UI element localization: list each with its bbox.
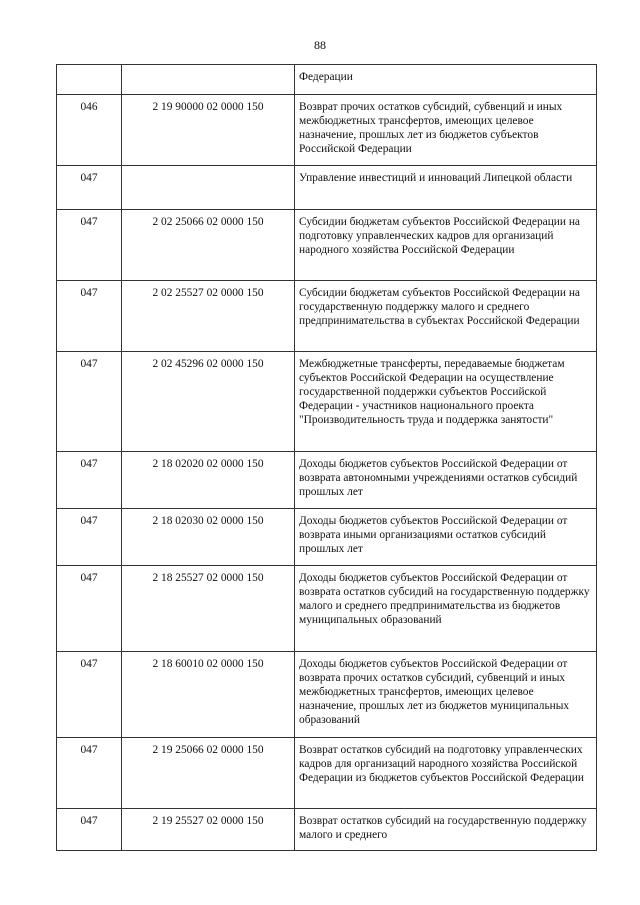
revenue-name-cell: Межбюджетные трансферты, передаваемые бюджетам субъектов Российской Федерации на осуществление государственной поддержки субъектов Российской Федерации - участников национального проекта "Производительность труда и поддержка занятости" [295, 352, 597, 452]
budget-code-cell: 2 18 02030 02 0000 150 [122, 509, 295, 566]
revenue-name-cell: Доходы бюджетов субъектов Российской Федерации от возврата остатков субсидий на государственную поддержку малого и среднего предпринимательства из бюджетов муниципальных образований [295, 566, 597, 652]
admin-code-cell: 047 [57, 452, 122, 509]
table-row [57, 281, 597, 352]
table-row [57, 352, 597, 452]
revenue-name-cell: Доходы бюджетов субъектов Российской Федерации от возврата иными организациями остатков субсидий прошлых лет [295, 509, 597, 566]
budget-code-cell: 2 18 25527 02 0000 150 [122, 566, 295, 652]
budget-code-cell: 2 02 25066 02 0000 150 [122, 210, 295, 281]
table-row [57, 65, 597, 95]
budget-code-cell: 2 02 25527 02 0000 150 [122, 281, 295, 352]
admin-code-cell: 047 [57, 566, 122, 652]
budget-code-cell: 2 18 02020 02 0000 150 [122, 452, 295, 509]
admin-code-cell: 047 [57, 352, 122, 452]
revenue-name-cell: Субсидии бюджетам субъектов Российской Федерации на государственную поддержку малого и среднего предпринимательства в субъектах Российской Федерации [295, 281, 597, 352]
revenue-name-cell: Федерации [295, 65, 597, 95]
table-row [57, 95, 597, 166]
table-row [57, 738, 597, 809]
table-row [57, 452, 597, 509]
revenue-name-cell: Возврат прочих остатков субсидий, субвенций и иных межбюджетных трансфертов, имеющих целевое назначение, прошлых лет из бюджетов субъектов Российской Федерации [295, 95, 597, 166]
budget-code-cell: 2 18 60010 02 0000 150 [122, 652, 295, 738]
table-row [57, 809, 597, 851]
revenue-name-cell: Управление инвестиций и инноваций Липецкой области [295, 166, 597, 210]
table-body [57, 65, 597, 851]
budget-code-cell: 2 19 25527 02 0000 150 [122, 809, 295, 851]
revenue-name-cell: Субсидии бюджетам субъектов Российской Федерации на подготовку управленческих кадров для организаций народного хозяйства Российской Федерации [295, 210, 597, 281]
revenue-name-cell: Возврат остатков субсидий на подготовку управленческих кадров для организаций народного хозяйства Российской Федерации из бюджетов субъектов Российской Федерации [295, 738, 597, 809]
table-row [57, 166, 597, 210]
admin-code-cell [57, 65, 122, 95]
table-row [57, 509, 597, 566]
admin-code-cell: 047 [57, 509, 122, 566]
revenue-name-cell: Возврат остатков субсидий на государственную поддержку малого и среднего [295, 809, 597, 851]
table-row [57, 652, 597, 738]
admin-code-cell: 047 [57, 809, 122, 851]
revenue-name-cell: Доходы бюджетов субъектов Российской Федерации от возврата автономными учреждениями остатков субсидий прошлых лет [295, 452, 597, 509]
admin-code-cell: 047 [57, 652, 122, 738]
admin-code-cell: 046 [57, 95, 122, 166]
admin-code-cell: 047 [57, 166, 122, 210]
page-number: 88 [314, 38, 326, 52]
budget-code-cell: 2 19 25066 02 0000 150 [122, 738, 295, 809]
admin-code-cell: 047 [57, 738, 122, 809]
admin-code-cell: 047 [57, 210, 122, 281]
table-row [57, 210, 597, 281]
budget-code-cell [122, 65, 295, 95]
budget-code-cell: 2 02 45296 02 0000 150 [122, 352, 295, 452]
budget-code-cell [122, 166, 295, 210]
budget-classification-table [56, 64, 597, 851]
admin-code-cell: 047 [57, 281, 122, 352]
revenue-name-cell: Доходы бюджетов субъектов Российской Федерации от возврата прочих остатков субсидий, субвенций и иных межбюджетных трансфертов, имеющих целевое назначение, прошлых лет из бюджетов муниципальных образований [295, 652, 597, 738]
table-row [57, 566, 597, 652]
budget-code-cell: 2 19 90000 02 0000 150 [122, 95, 295, 166]
